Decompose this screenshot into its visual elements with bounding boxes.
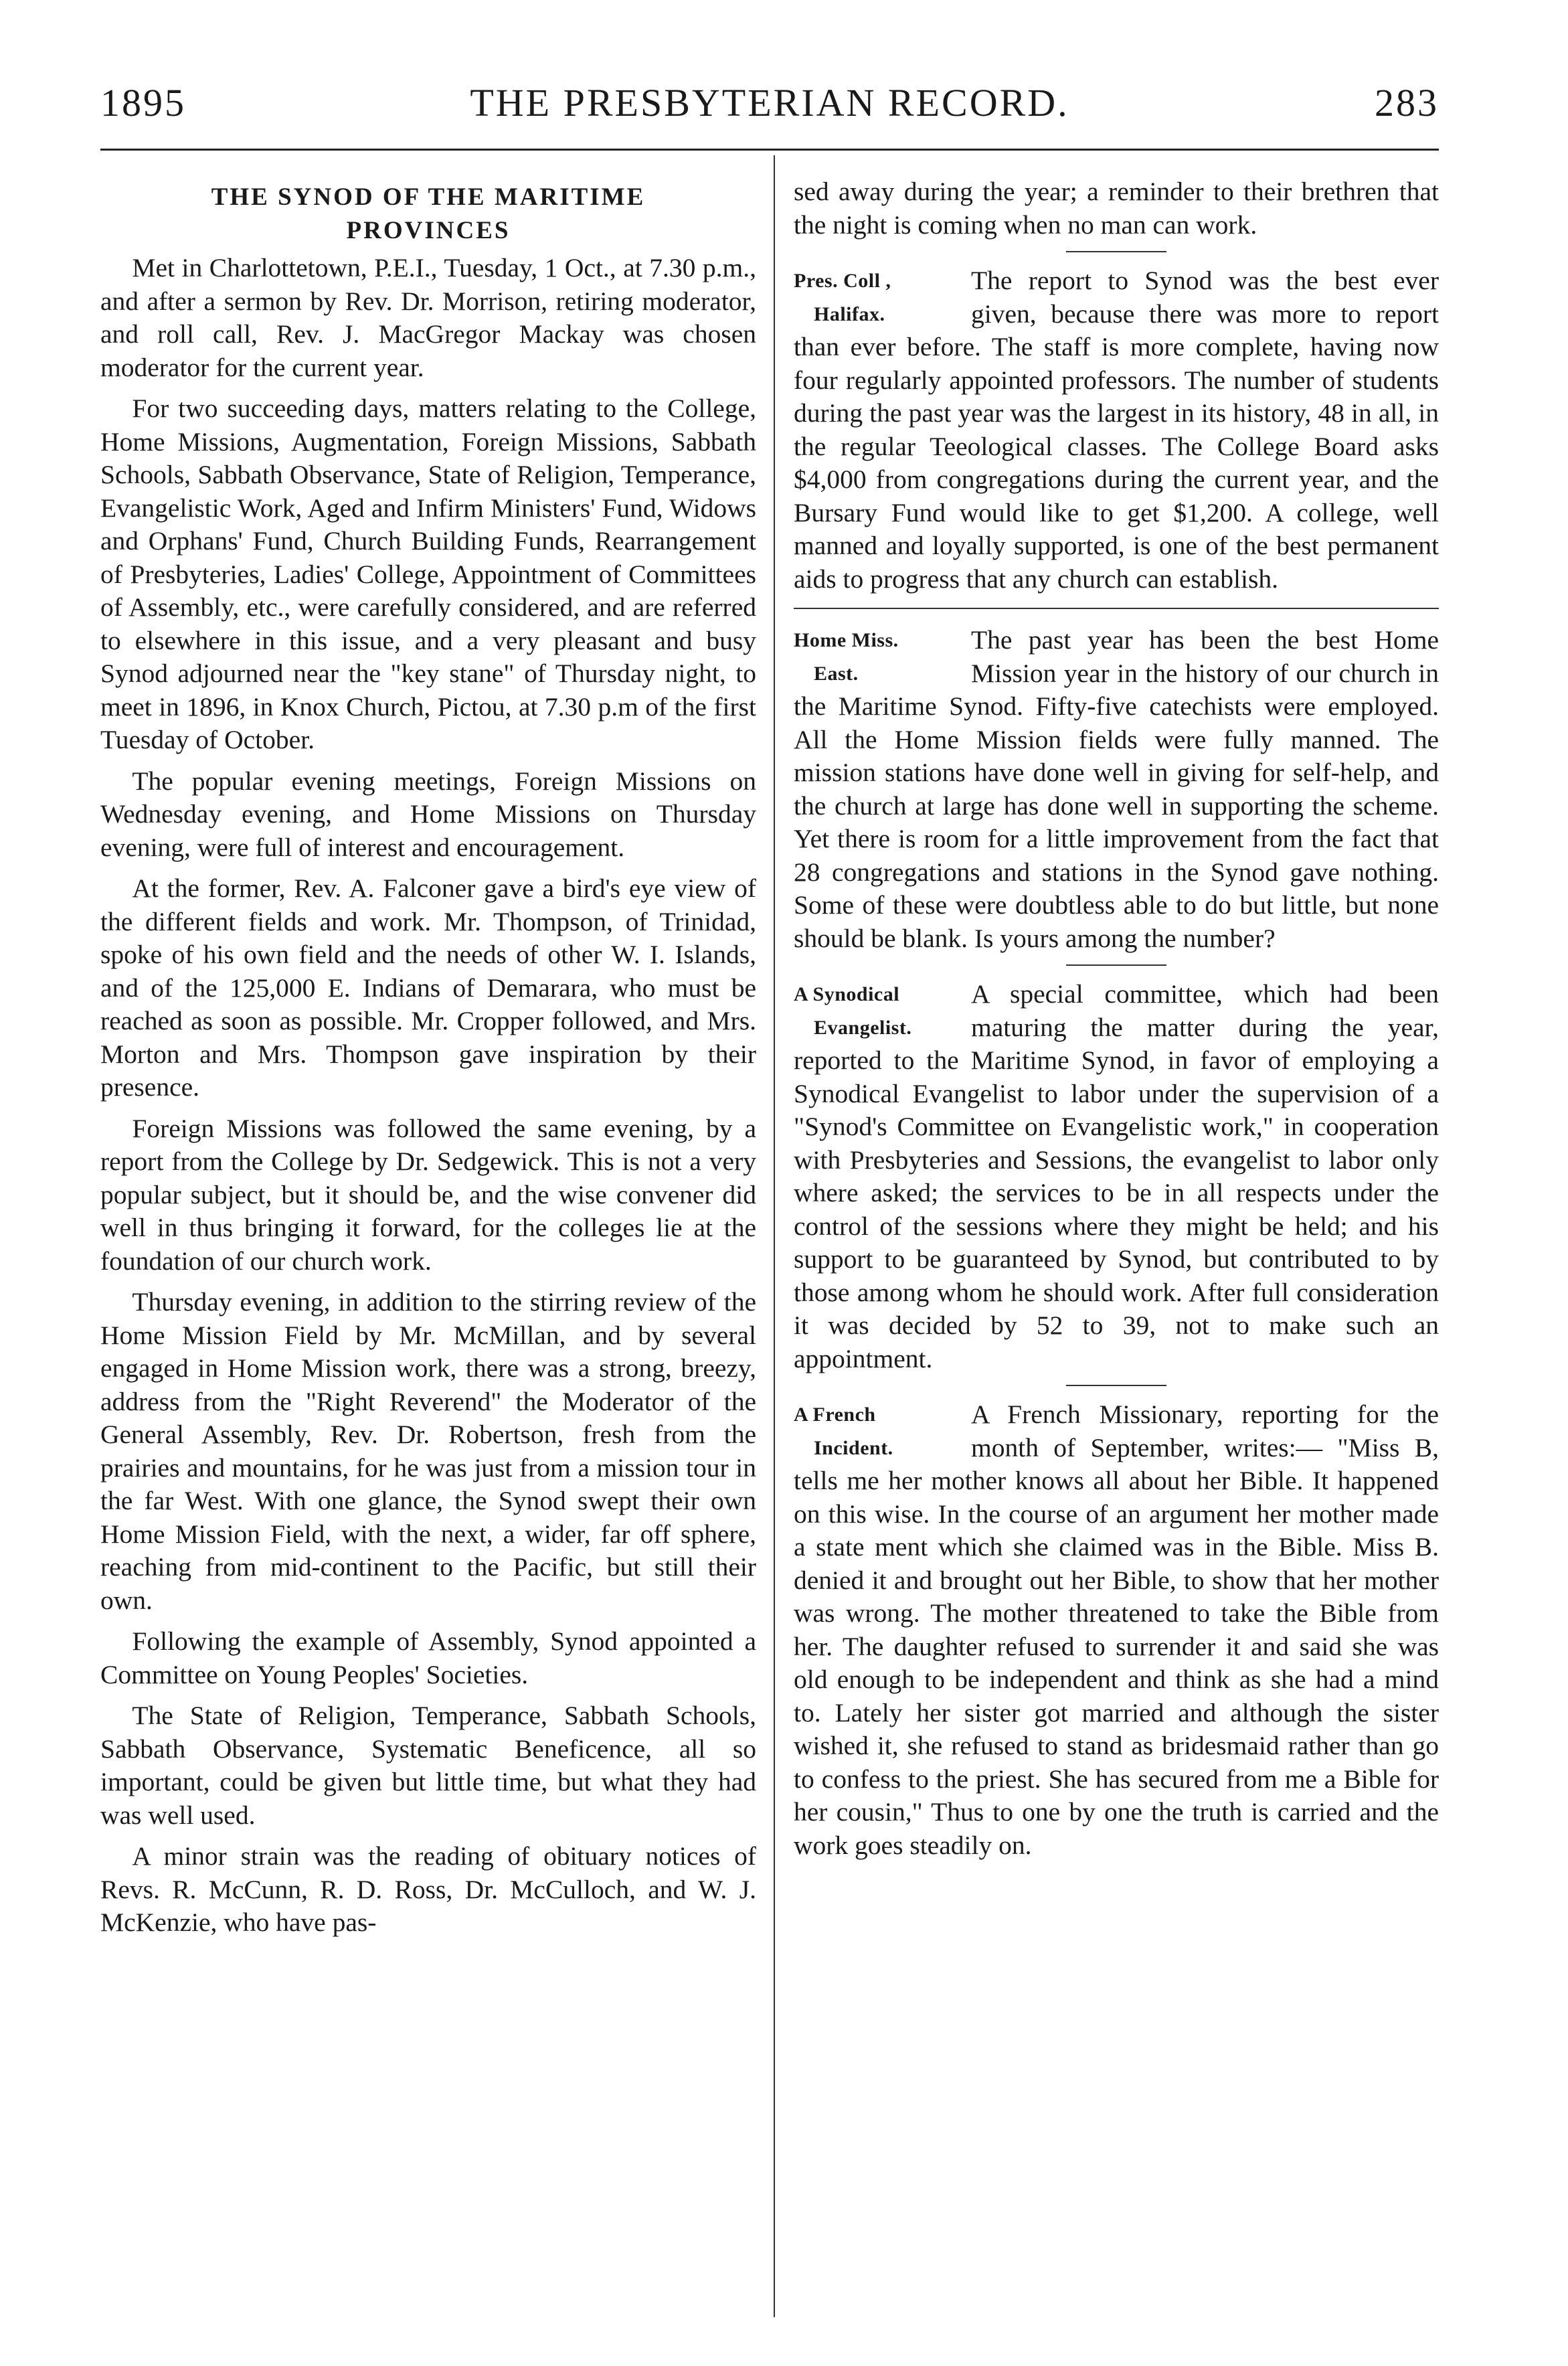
section-college — [794, 264, 1439, 596]
side-heading-line-1: Home Miss. — [794, 629, 899, 651]
paragraph: Met in Charlottetown, P.E.I., Tuesday, 1 Oct., at 7.30 p.m., and after a sermon by Rev. Dr. Morrison, retiring moderator, and roll call, Rev. J. MacGregor Mackay was chosen moderator for the current year. — [100, 253, 756, 382]
paragraph: At the former, Rev. A. Falconer gave a bird's eye view of the different fields and work. Mr. Thompson, of Trinidad, spoke of his own field and the needs of other W. I. Islands, and of the 125,000 E. Indians of Demarara, who must be reached as soon as possible. Mr. Cropper followed, and Mrs. Morton and Mrs. Thompson gave inspiration by their presence. — [100, 873, 756, 1102]
separator-rule — [1066, 1385, 1166, 1386]
paragraph: A minor strain was the reading of obituary notices of Revs. R. McCunn, R. D. Ross, Dr. McCulloch, and W. J. McKenzie, who have pas- — [100, 1841, 756, 1937]
journal-title: THE PRESBYTERIAN RECORD. — [470, 81, 1069, 124]
continued-paragraph: sed away during the year; a reminder to their brethren that the night is coming when no man can work. — [794, 177, 1439, 240]
separator-rule — [1066, 964, 1166, 966]
side-heading — [794, 978, 964, 1044]
column-divider — [774, 155, 775, 2317]
article-title-line-1: THE SYNOD OF THE MARITIME — [211, 183, 646, 211]
side-heading — [794, 624, 964, 690]
section-text: A special committee, which had been maturing the matter during the year, reported to the Maritime Synod, in favor of employing a Synodical Evangelist to labor under the supervision of a "Synod's Committee on Evangelistic work," in cooperation with Presbyteries and Sessions, the evangelist to labor only where asked; the services to be in all respects under the control of the sessions where they might be held; and his support to be guaranteed by Synod, but contributed to by those among whom he should work. After full consideration it was decided by 52 to 39, not to make such an appointment. — [794, 979, 1439, 1373]
side-heading-line-1: A Synodical — [794, 983, 900, 1005]
side-heading-line-1: Pres. Coll , — [794, 270, 891, 292]
section-text: The report to Synod was the best ever given, because there was more to report than ever before. The staff is more complete, having now four regularly appointed professors. The number of students during the past year was the largest in its history, 48 in all, in the regular Teeological classes. The College Board asks $4,000 from congregations during the current year, and the Bursary Fund would like to get $1,200. A college, well manned and loyally supported, is one of the best permanent aids to progress that any church can establish. — [794, 266, 1439, 594]
paragraph: Foreign Missions was followed the same evening, by a report from the College by Dr. Sedgewick. This is not a very popular subject, but it should be, and the wise convener did well in thus bringing it forward, for the colleges lie at the foundation of our church work. — [100, 1113, 756, 1276]
right-column — [794, 175, 1439, 1871]
side-heading — [794, 1398, 964, 1464]
article-title — [100, 181, 756, 248]
left-column — [100, 175, 756, 1948]
side-heading-line-1: A French — [794, 1404, 876, 1426]
page-number: 283 — [1375, 81, 1439, 124]
paragraph: The popular evening meetings, Foreign Missions on Wednesday evening, and Home Missions on Thursday evening, were full of interest and encouragement. — [100, 766, 756, 862]
issue-year: 1895 — [100, 81, 186, 124]
paragraph: The State of Religion, Temperance, Sabbath Schools, Sabbath Observance, Systematic Beneficence, all so important, could be given but little time, but what they had was well used. — [100, 1701, 756, 1830]
separator-rule — [794, 608, 1439, 609]
side-heading-line-2: East. — [814, 662, 859, 685]
paragraph: Thursday evening, in addition to the stirring review of the Home Mission Field by Mr. McMillan, and by several engaged in Home Mission work, there was a strong, breezy, address from the "Right Reverend" the Moderator of the General Assembly, Rev. Dr. Robertson, fresh from the prairies and mountains, for he was just from a mission tour in the far West. With one glance, the Synod swept their own Home Mission Field, with the next, a wider, far off sphere, reaching from mid-continent to the Pacific, but still their own. — [100, 1287, 756, 1615]
section-home-missions — [794, 624, 1439, 955]
section-french-incident — [794, 1398, 1439, 1862]
section-synodical-evangelist — [794, 978, 1439, 1375]
section-text: The past year has been the best Home Mission year in the history of our church in the Maritime Synod. Fifty-five catechists were employed. All the Home Mission fields were fully manned. The mission stations have done well in giving for self-help, and the church at large has done well in supporting the scheme. Yet there is room for a little improvement from the fact that 28 congregations and stations in the Synod gave nothing. Some of these were doubtless able to do but little, but none should be blank. Is yours among the number? — [794, 625, 1439, 953]
side-heading-line-2: Evangelist. — [814, 1016, 912, 1039]
article-title-line-2: PROVINCES — [346, 217, 511, 244]
paragraph: Following the example of Assembly, Synod appointed a Committee on Young Peoples' Societies. — [100, 1626, 756, 1689]
side-heading-line-2: Incident. — [814, 1436, 893, 1459]
separator-rule — [1066, 251, 1166, 252]
page-header — [100, 80, 1439, 134]
paragraph: For two succeeding days, matters relating to the College, Home Missions, Augmentation, Foreign Missions, Sabbath Schools, Sabbath Observance, State of Religion, Temperance, Evangelistic Work, Aged and Infirm Ministers' Fund, Widows and Orphans' Fund, Church Building Funds, Rearrangement of Presbyteries, Ladies' College, Appointment of Committees of Assembly, etc., were carefully considered, and are referred to elsewhere in this issue, and a very pleasant and busy Synod adjourned near the "key stane" of Thursday night, to meet in 1896, in Knox Church, Pictou, at 7.30 p.m of the first Tuesday of October. — [100, 394, 756, 754]
side-heading-line-2: Halifax. — [814, 303, 885, 325]
header-rule — [100, 149, 1439, 151]
section-text: A French Missionary, reporting for the month of September, writes:— "Miss B, tells me her mother knows all about her Bible. It happened on this wise. In the course of an argument her mother made a state ment which she claimed was in the Bible. Miss B. denied it and brought out her Bible, to show that her mother was wrong. The mother threatened to take the Bible from her. The daughter refused to surrender it and said she was old enough to be independent and think as she had a mind to. Lately her sister got married and although the sister wished it, she refused to stand as bridesmaid rather than go to confess to the priest. She has secured from me a Bible for her cousin," Thus to one by one the truth is carried and the work goes steadily on. — [794, 1400, 1439, 1860]
side-heading — [794, 264, 964, 331]
